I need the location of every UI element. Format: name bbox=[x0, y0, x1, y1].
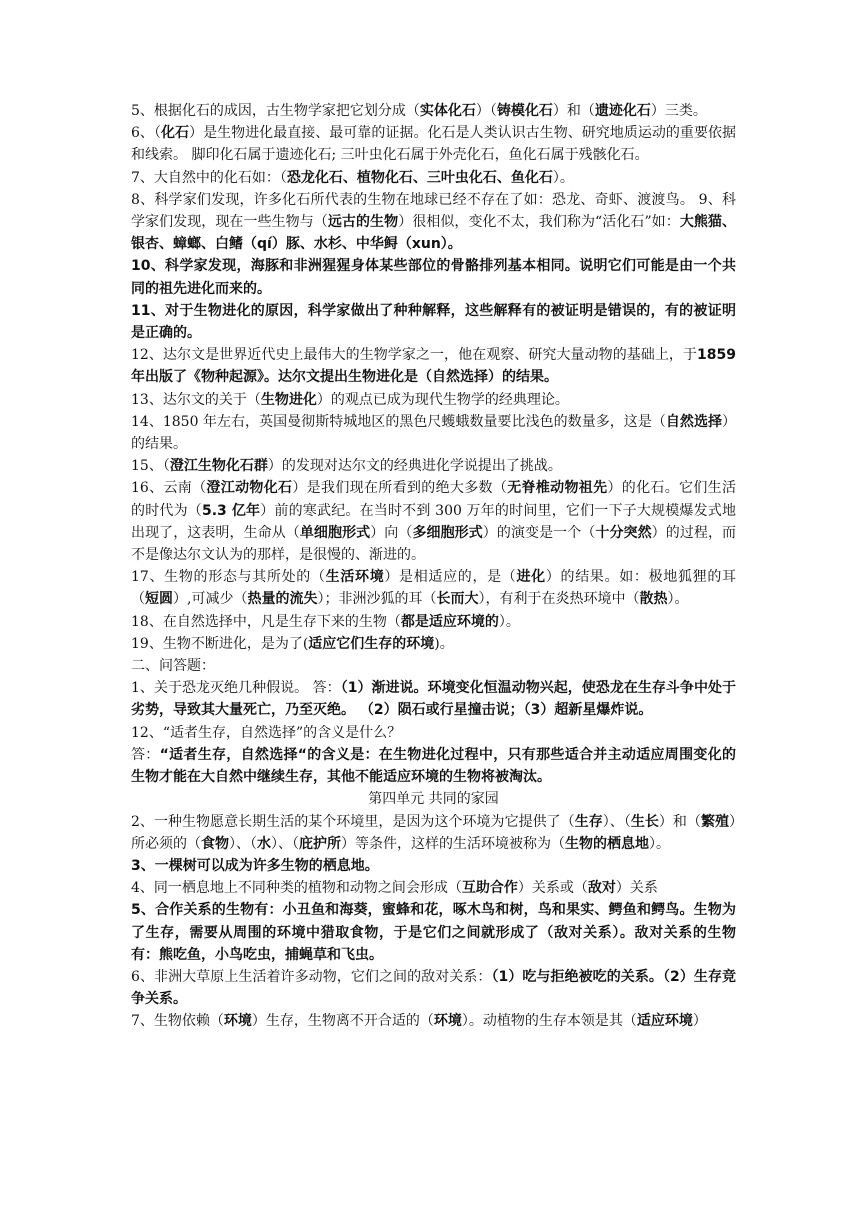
bold-text: （1）吃与拒绝被吃的关系。（2）生存竞争关系。 bbox=[131, 968, 737, 1008]
paragraph bbox=[131, 1010, 736, 1032]
bold-text: 繁殖 bbox=[700, 813, 730, 830]
paragraph bbox=[131, 722, 736, 744]
text: ）。动植物的生存本领是其（ bbox=[461, 1013, 637, 1030]
text: 14、1850 年左右，英国曼彻斯特城地区的黑色尺蠖蛾数量要比浅色的数量多，这是（ bbox=[131, 413, 666, 430]
paragraph bbox=[131, 744, 736, 788]
bold-text: 10、科学家发现，海豚和非洲猩猩身体某些部位的骨骼排列基本相同。说明它们可能是由一个共同的祖先进化而来的。 bbox=[131, 258, 736, 297]
bold-text: 恐龙化石、植物化石、三叶虫化石、鱼化石 bbox=[286, 169, 553, 186]
text: ）、（ bbox=[229, 835, 257, 852]
text: ）三类。 bbox=[650, 103, 707, 119]
bold-text: 散热 bbox=[639, 591, 668, 608]
paragraph bbox=[131, 122, 736, 166]
paragraph bbox=[131, 611, 736, 633]
text: 5、根据化石的成因，古生物学家把它划分成（ bbox=[131, 103, 420, 119]
text: ）,可减少（ bbox=[173, 591, 248, 608]
text: 15、（ bbox=[131, 458, 170, 475]
bold-text: 11、对于生物进化的原因，科学家做出了种种解释，这些解释有的被证明是错误的，有的被证明是正确的。 bbox=[131, 302, 736, 342]
paragraph bbox=[131, 677, 736, 721]
paragraph bbox=[131, 300, 736, 344]
text: ）。 bbox=[498, 613, 520, 630]
paragraph bbox=[131, 899, 736, 966]
bold-text: 敌对 bbox=[587, 880, 616, 897]
bold-text: “适者生存，自然选择“的含义是：在生物进化过程中，只有那些适合并主动适应周围变化的生物才能在大自然中继续生存，其他不能适应环境的生物将被淘汰。 bbox=[131, 746, 737, 786]
bold-text: 铸模化石 bbox=[496, 103, 553, 119]
paragraph bbox=[131, 167, 736, 189]
paragraph bbox=[131, 100, 736, 122]
bold-text: 长而大 bbox=[436, 591, 479, 608]
text: ）的过程，而不是像达尔文认为的那样，是很慢的、渐进的。 bbox=[131, 524, 737, 564]
text: ）。 bbox=[552, 169, 574, 186]
bold-text: 自然选择 bbox=[665, 413, 722, 430]
text: 二、问答题： bbox=[131, 658, 215, 675]
text: ）、（ bbox=[602, 813, 631, 830]
bold-text: 澄江动物化石 bbox=[206, 480, 293, 497]
text: ）的化石。它们生活的时代为（ bbox=[131, 480, 737, 519]
text: 19、生物不断进化，是为了( bbox=[131, 635, 309, 652]
text: ）的观点已成为现代生物学的经典理论。 bbox=[316, 391, 569, 408]
bold-text: 澄江生物化石群 bbox=[169, 458, 268, 475]
section-heading bbox=[131, 788, 736, 810]
bold-text: 单细胞形式 bbox=[299, 524, 371, 541]
text: 第四单元 共同的家园 bbox=[368, 791, 499, 808]
bold-text: 大熊猫、银杏、蟑螂、白鳍（qí）豚、水杉、中华鲟（xun）。 bbox=[131, 214, 736, 253]
text: ）；非洲沙狐的耳（ bbox=[317, 591, 437, 608]
bold-text: 1859 年出版了《物种起源》。达尔文提出生物进化是（自然选择）的结果。 bbox=[131, 347, 736, 386]
paragraph bbox=[131, 344, 736, 388]
paragraph bbox=[131, 477, 736, 566]
bold-text: 庇护所 bbox=[299, 835, 341, 852]
text: ）是生物进化最直接、最可靠的证据。化石是人类认识古生物、研究地质运动的重要依据和线索。 脚印化石属于遗迹化石; 三叶虫化石属于外壳化石，鱼化石属于残骸化石。 bbox=[131, 125, 736, 164]
bold-text: （1）渐进说。环境变化恒温动物兴起，使恐龙在生存斗争中处于劣势，导致其大量死亡，乃至灭绝。 （2）陨石或行星撞击说；（3）超新星爆炸说。 bbox=[131, 680, 736, 719]
text: 6、（ bbox=[131, 125, 161, 142]
text: 8、科学家们发现，许多化石所代表的生物在地球已经不存在了如：恐龙、奇虾、渡渡鸟。 9、科学家们发现，现在一些生物与（ bbox=[131, 191, 736, 231]
paragraph bbox=[131, 877, 736, 899]
bold-text: 适应环境 bbox=[636, 1013, 693, 1030]
paragraph bbox=[131, 811, 736, 855]
bold-text: 热量的流失 bbox=[247, 591, 318, 608]
bold-text: 5、合作关系的生物有：小丑鱼和海葵，蜜蜂和花，啄木鸟和树，鸟和果实、鳄鱼和鳄鸟。生物为了生存，需要从周围的环境中猎取食物，于是它们之间就形成了（敌对关系）。敌对关系的生物有：熊吃鱼，小鸟吃虫，捕蝇草和飞虫。 bbox=[131, 902, 736, 963]
bold-text: 3、一棵树可以成为许多生物的栖息地。 bbox=[131, 857, 379, 874]
text: ）、（ bbox=[271, 835, 299, 852]
bold-text: 远古的生物 bbox=[327, 214, 399, 231]
bold-text: 食物 bbox=[201, 835, 229, 852]
text: 12、“适者生存，自然选择”的含义是什么？ bbox=[131, 724, 402, 741]
text: 7、大自然中的化石如：（ bbox=[131, 169, 287, 186]
text: ）。 bbox=[649, 835, 670, 852]
text: ）的演变是一个（ bbox=[482, 524, 596, 541]
paragraph bbox=[131, 655, 736, 677]
bold-text: 环境 bbox=[433, 1013, 462, 1030]
text: 17、生物的形态与其所处的（ bbox=[131, 569, 326, 586]
bold-text: 实体化石 bbox=[419, 103, 476, 119]
text: ）所必须的（ bbox=[131, 813, 737, 852]
text: ）的结果。如：极地狐狸的耳（ bbox=[131, 569, 737, 608]
text: ）很相似，变化不太，我们称为“活化石”如： bbox=[398, 214, 680, 231]
bold-text: 互助合作 bbox=[461, 880, 518, 897]
text: 16、云南（ bbox=[131, 480, 207, 497]
text: ）是相适应的，是（ bbox=[384, 569, 517, 586]
text: ）的发现对达尔文的经典进化学说提出了挑战。 bbox=[267, 458, 562, 475]
paragraph bbox=[131, 411, 736, 455]
bold-text: 生物的栖息地 bbox=[565, 835, 649, 852]
text: 13、达尔文的关于（ bbox=[131, 391, 261, 408]
text: ）的结果。 bbox=[131, 413, 736, 453]
bold-text: 进化 bbox=[516, 569, 546, 586]
text: ）前的寒武纪。在当时不到 300 万年的时间里，它们一下子大规模爆发式地出现了，这表明，生命从（ bbox=[131, 502, 737, 541]
text: )。 bbox=[434, 635, 454, 652]
bold-text: 多细胞形式 bbox=[412, 524, 483, 541]
bold-text: 环境 bbox=[223, 1013, 252, 1030]
text: ）等条件，这样的生活环境被称为（ bbox=[341, 835, 565, 852]
text: 18、在自然选择中，凡是生存下来的生物（ bbox=[131, 613, 401, 630]
bold-text: 都是适应环境的 bbox=[400, 613, 499, 630]
text: 1、关于恐龙灭绝几种假说。 答： bbox=[131, 680, 341, 697]
bold-text: 生存 bbox=[574, 813, 603, 830]
text: ）和（ bbox=[552, 103, 595, 119]
text: 4、同一栖息地上不同种类的植物和动物之间会形成（ bbox=[131, 880, 462, 897]
bold-text: 水 bbox=[257, 835, 271, 852]
text: ） bbox=[692, 1013, 707, 1030]
document-body bbox=[131, 100, 736, 1033]
text: 6、非洲大草原上生活着许多动物，它们之间的敌对关系： bbox=[131, 968, 492, 985]
paragraph bbox=[131, 255, 736, 299]
paragraph bbox=[131, 855, 736, 877]
text: ）关系 bbox=[615, 880, 658, 897]
paragraph bbox=[131, 189, 736, 256]
text: ）向（ bbox=[370, 524, 413, 541]
bold-text: 化石 bbox=[160, 125, 190, 142]
paragraph bbox=[131, 455, 736, 477]
bold-text: 生物进化 bbox=[260, 391, 317, 408]
text: ）（ bbox=[475, 103, 497, 119]
bold-text: 生长 bbox=[630, 813, 659, 830]
text: ）和（ bbox=[658, 813, 701, 830]
paragraph bbox=[131, 566, 736, 610]
text: ）关系或（ bbox=[517, 880, 588, 897]
text: ）是我们现在所看到的绝大多数（ bbox=[292, 480, 508, 497]
paragraph bbox=[131, 966, 736, 1010]
bold-text: 遗迹化石 bbox=[594, 103, 651, 119]
bold-text: 短圆 bbox=[145, 591, 173, 608]
text: 7、生物依赖（ bbox=[131, 1013, 224, 1030]
bold-text: 5.3 亿年 bbox=[201, 502, 261, 519]
text: 12、达尔文是世界近代史上最伟大的生物学家之一，他在观察、研究大量动物的基础上，于 bbox=[131, 347, 698, 364]
paragraph bbox=[131, 633, 736, 655]
text: ）生存，生物离不开合适的（ bbox=[251, 1013, 434, 1030]
bold-text: 十分突然 bbox=[595, 524, 652, 541]
paragraph bbox=[131, 389, 736, 411]
bold-text: 生活环境 bbox=[325, 569, 385, 586]
bold-text: 无脊椎动物祖先 bbox=[507, 480, 608, 497]
text: ），有利于在炎热环境中（ bbox=[478, 591, 640, 608]
bold-text: 适应它们生存的环境 bbox=[308, 635, 435, 652]
text: ）。 bbox=[667, 591, 689, 608]
text: 答： bbox=[131, 746, 160, 763]
text: 2、一种生物愿意长期生活的某个环境里，是因为这个环境为它提供了（ bbox=[131, 813, 575, 830]
